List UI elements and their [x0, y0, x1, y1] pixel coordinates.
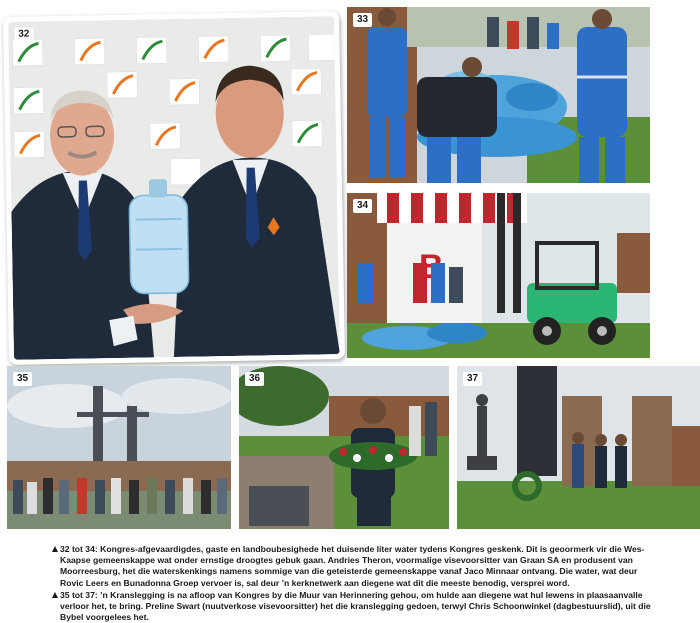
caption-32-34: [52, 544, 656, 589]
photo-number: 35: [13, 372, 32, 386]
photo-number: 36: [245, 372, 264, 386]
photo-34: [347, 193, 650, 358]
water-bottle: [129, 179, 189, 294]
caption-arrow-icon: [52, 546, 58, 552]
photo-35: [7, 366, 231, 529]
photo-35-image: [7, 366, 231, 529]
photo-36: [239, 366, 449, 529]
photo-34-image: [347, 193, 650, 358]
speakers: [572, 432, 627, 488]
dark-column: [517, 366, 557, 476]
caption-block: [52, 544, 656, 623]
caption-text: 35 tot 37: ’n Kranslegging is na afloop van Kongres by die Muur van Herinnering gehou, om hulde aan diegene wat hul lewens in plaasaanvalle verloor het, te bring. Preline Swart (nuutverkose visevoorsitter) het die kranslegging gedoen, terwyl Chris Schoonwinkel (dagbestuurslid), uit die Bybel voorgelees het.: [60, 589, 651, 623]
photo-37: [457, 366, 700, 529]
photo-number: 37: [463, 372, 482, 386]
caption-text: 32 tot 34: Kongres-afgevaardigdes, gaste en landboubesighede het duisende liter water tydens Kongres geskenk. Dit is geoormerk vir die Wes-Kaapse gemeenskappe wat onder ernstige droogtes gebuk gaan. Andries Theron, voormalige visevoorsitter van Graan SA en produsent van Moorreesburg, het die waterskenkings namens sommige van die geteisterde gemeenskappe vanaf Jaco Minnaar ontvang. Die water, wat deur Rovic Leers en Bunadonna Groep vervoer is, sal deur ’n kerknetwerk aan diegene wat dit die meeste benodig, versprei word.: [60, 544, 645, 588]
photo-number: 34: [353, 199, 372, 213]
photo-37-image: [457, 366, 700, 529]
photo-36-image: [239, 366, 449, 529]
photo-number: 32: [14, 27, 33, 41]
photo-32-image: [8, 16, 340, 360]
caption-arrow-icon: [52, 592, 58, 598]
photo-33-image: [347, 7, 650, 183]
photo-number: 33: [353, 13, 372, 27]
stone-wall: [239, 456, 334, 529]
photo-32: [3, 11, 345, 365]
photo-33: [347, 7, 650, 183]
caption-35-37: [52, 590, 656, 623]
